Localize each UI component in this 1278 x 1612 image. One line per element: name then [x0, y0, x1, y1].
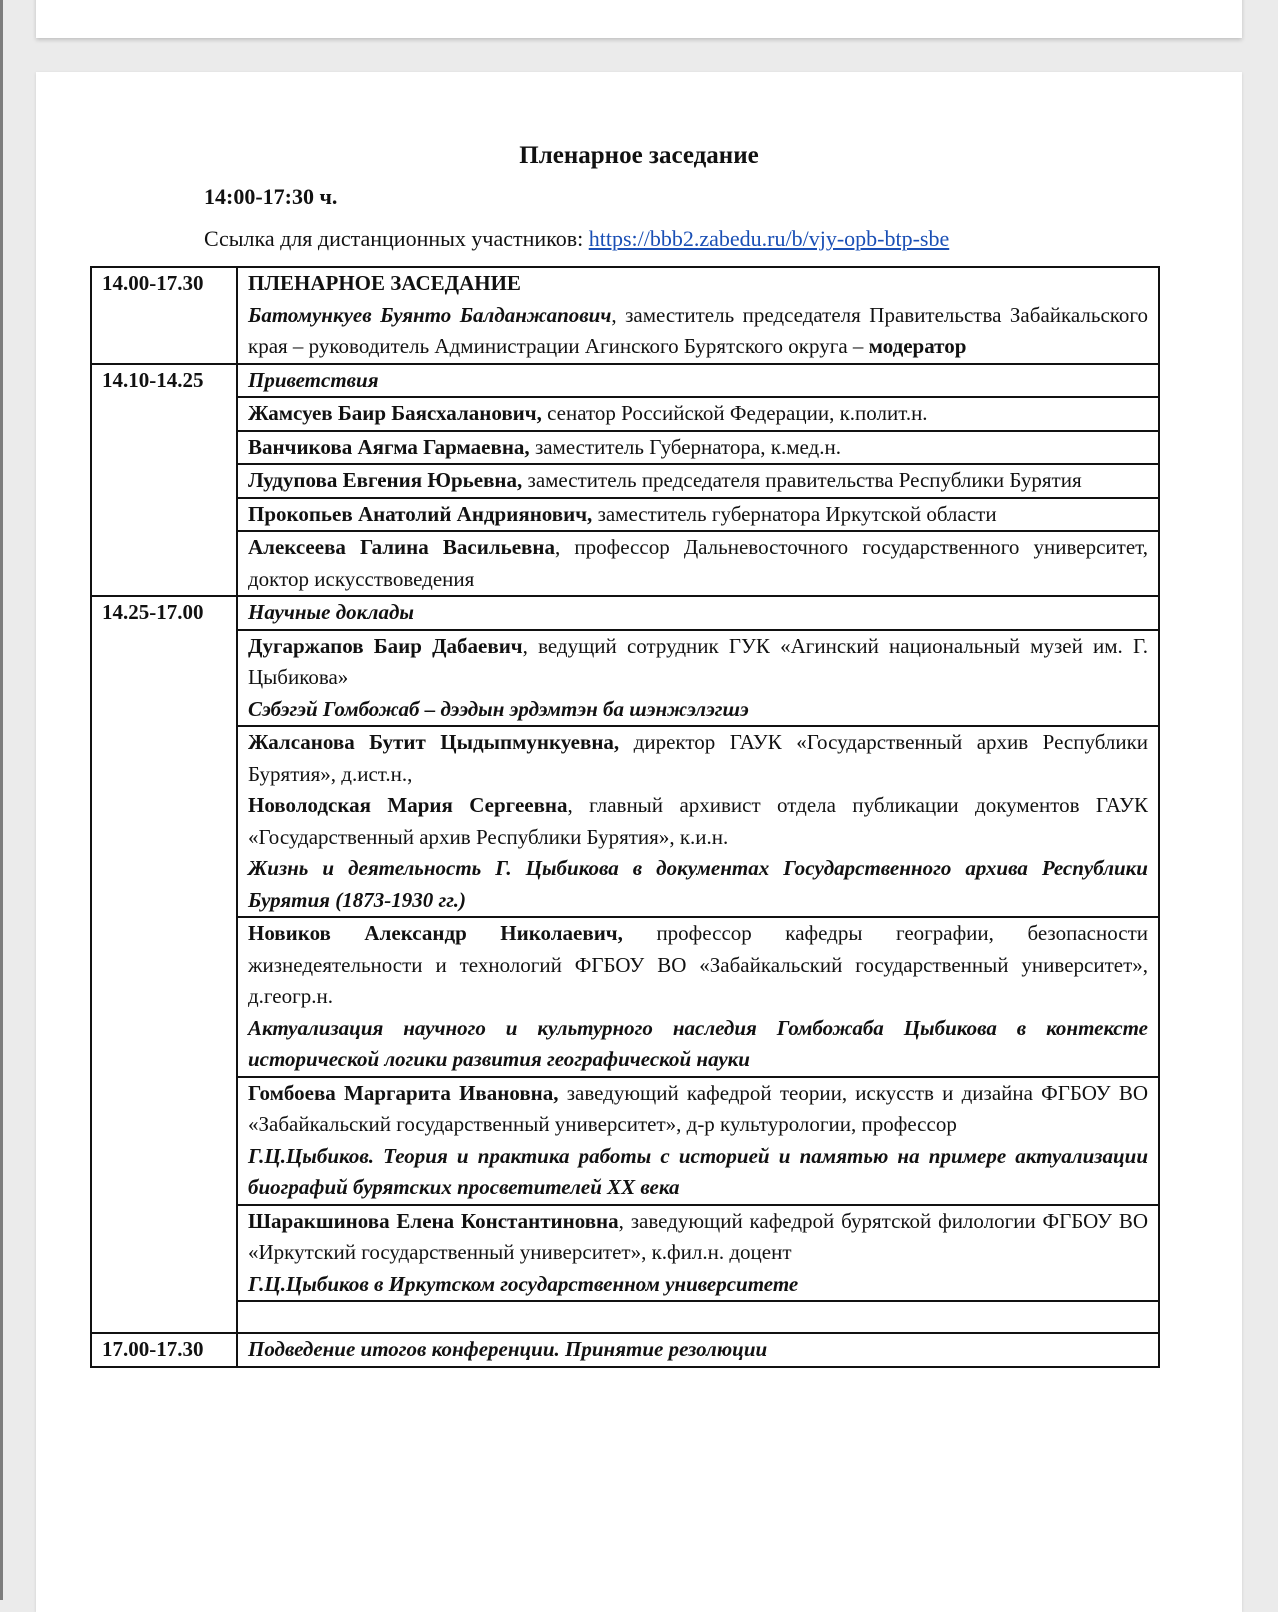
remote-link-label: Ссылка для дистанционных участников:	[204, 226, 584, 251]
speaker-role: , профессор Дальневосточного государственного университет, доктор искусствоведения	[248, 535, 1148, 591]
speaker-name: Дугаржапов Баир Дабаевич	[248, 633, 523, 658]
time-cell: 14.25-17.00	[91, 596, 237, 1333]
report-topic: Г.Ц.Цыбиков. Теория и практика работы с историей и памятью на примере актуализации биографий бурятских просветителей XX века	[248, 1143, 1148, 1199]
time-cell: 17.00-17.30	[91, 1333, 237, 1367]
speaker-cell	[237, 531, 1159, 596]
report-topic: Актуализация научного и культурного наследия Гомбожаба Цыбикова в контексте исторической логики развития географической науки	[248, 1015, 1148, 1071]
session-time: 14:00-17:30 ч.	[204, 184, 338, 209]
moderator-tag: модератор	[868, 334, 967, 358]
page-title: Пленарное заседание	[519, 142, 759, 169]
report-cell	[237, 917, 1159, 1077]
speaker-cell	[237, 431, 1159, 465]
time-cell: 14.10-14.25	[91, 364, 237, 597]
report-cell	[237, 1205, 1159, 1302]
report-topic: Сэбэгэй Гомбожаб – дээдын эрдэмтэн ба шэнжэлэгшэ	[248, 696, 749, 721]
speaker-role: директор ГАУК «Государственный архив Республики Бурятия», д.ист.н.,	[248, 730, 1149, 786]
previous-page	[36, 0, 1242, 38]
speaker-cell	[237, 464, 1159, 498]
report-topic: Жизнь и деятельность Г. Цыбикова в документах Государственного архива Республики Бурятия (1873-1930 гг.)	[248, 856, 1148, 912]
table-row	[91, 726, 1159, 917]
time-cell: 14.00-17.30	[91, 267, 237, 364]
table-row	[91, 1301, 1159, 1333]
speaker-role: заместитель председателя правительства Республики Бурятия	[522, 468, 1082, 492]
content-cell	[237, 267, 1159, 364]
speaker-name: Прокопьев Анатолий Андриянович,	[248, 501, 593, 526]
table-row	[91, 596, 1159, 630]
report-topic: Г.Ц.Цыбиков в Иркутском государственном университете	[248, 1271, 799, 1296]
document-page	[36, 72, 1242, 1612]
closing-title: Подведение итогов конференции. Принятие резолюции	[248, 1337, 768, 1361]
speaker-role: , главный архивист отдела публикации документов ГАУК «Государственный архив Республики Бурятия», к.и.н.	[248, 793, 1148, 849]
speaker-role: профессор кафедры географии, безопасности жизнедеятельности и технологий ФГБОУ ВО «Забайкальский государственный университет», д.геогр.н.	[248, 921, 1148, 1008]
speaker-role: заведующий кафедрой теории, искусств и дизайна ФГБОУ ВО «Забайкальский государственный университет», д-р культурологии, профессор	[248, 1080, 1148, 1136]
speaker-name: Шаракшинова Елена Константиновна	[248, 1208, 619, 1233]
speaker-name: Жамсуев Баир Баясхаланович,	[248, 401, 542, 425]
section-title: Научные доклады	[237, 596, 1159, 630]
moderator-name: Батомункуев Буянто Балданжапович	[248, 302, 612, 327]
moderator-role: , заместитель председателя Правительства Забайкальского края – руководитель Администрации Агинского Бурятского округа –	[248, 302, 1148, 358]
table-row	[91, 531, 1159, 596]
report-cell	[237, 726, 1159, 917]
speaker-name: Новиков Александр Николаевич,	[248, 921, 623, 945]
table-row	[91, 397, 1159, 431]
table-row	[91, 431, 1159, 465]
speaker-role: сенатор Российской Федерации, к.полит.н.	[541, 401, 928, 425]
closing-cell	[237, 1333, 1159, 1367]
report-cell	[237, 630, 1159, 727]
table-row	[91, 1077, 1159, 1205]
remote-link[interactable]: https://bbb2.zabedu.ru/b/vjy-opb-btp-sbe	[588, 226, 950, 251]
section-title: Приветствия	[237, 364, 1159, 398]
speaker-role: заместитель губернатора Иркутской области	[592, 501, 997, 526]
speaker-name: Гомбоева Маргарита Ивановна,	[248, 1080, 559, 1105]
table-row	[91, 267, 1159, 364]
table-row	[91, 464, 1159, 498]
table-row	[91, 1205, 1159, 1302]
session-title: ПЛЕНАРНОЕ ЗАСЕДАНИЕ	[248, 271, 521, 295]
report-cell	[237, 1077, 1159, 1205]
program-table	[90, 266, 1160, 1368]
speaker-name: Алексеева Галина Васильевна	[248, 535, 555, 559]
table-row	[91, 364, 1159, 398]
speaker-role: , заведующий кафедрой бурятской филологии ФГБОУ ВО «Иркутский государственный университет», к.фил.н. доцент	[248, 1208, 1149, 1264]
remote-link-line	[204, 226, 949, 252]
table-row	[91, 917, 1159, 1077]
speaker-name: Жалсанова Бутит Цыдыпмункуевна,	[248, 730, 620, 754]
speaker-name: Новолодская Мария Сергеевна	[248, 793, 568, 817]
speaker-cell	[237, 498, 1159, 532]
table-row	[91, 1333, 1159, 1367]
empty-cell	[237, 1301, 1159, 1333]
speaker-role: , ведущий сотрудник ГУК «Агинский национальный музей им. Г. Цыбикова»	[248, 633, 1148, 689]
speaker-name: Лудупова Евгения Юрьевна,	[248, 468, 523, 492]
table-row	[91, 498, 1159, 532]
speaker-cell	[237, 397, 1159, 431]
table-row	[91, 630, 1159, 727]
speaker-role: заместитель Губернатора, к.мед.н.	[529, 434, 841, 459]
speaker-name: Ванчикова Аягма Гармаевна,	[248, 434, 530, 459]
viewer-left-edge	[0, 0, 3, 1600]
